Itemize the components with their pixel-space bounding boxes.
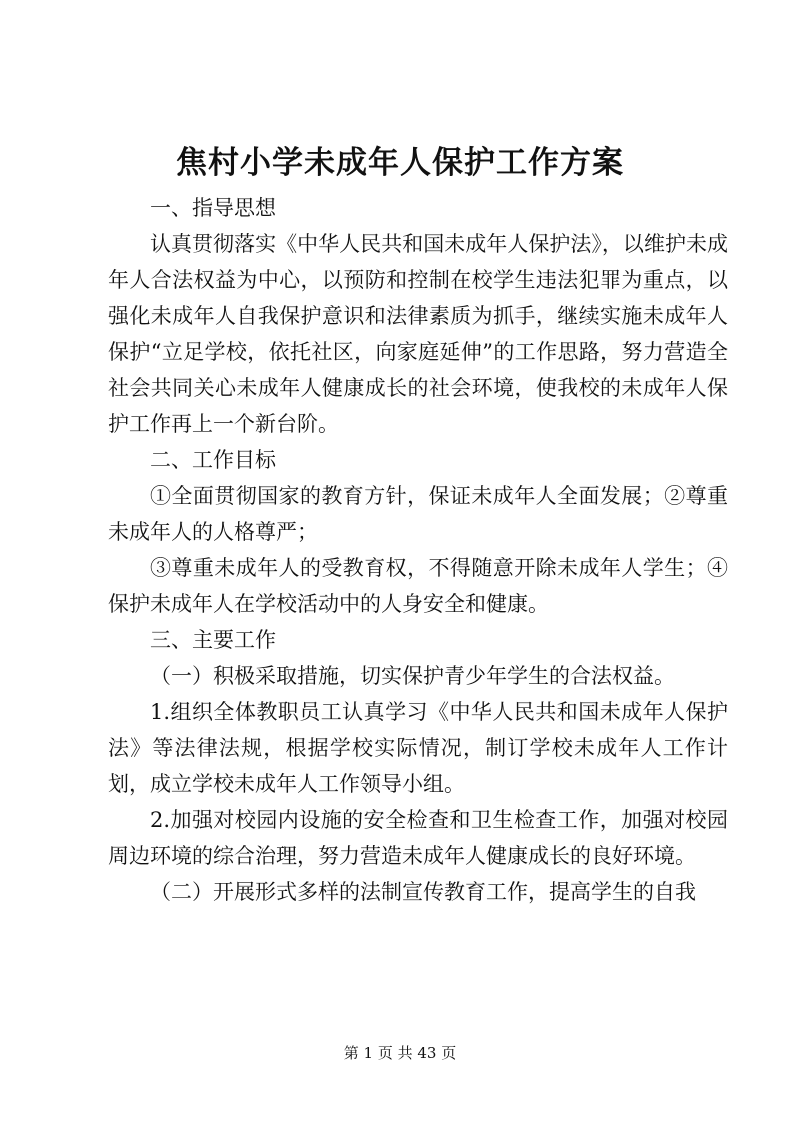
paragraph-main-work-item-2: 2.加强对校园内设施的安全检查和卫生检查工作，加强对校园周边环境的综合治理，努力营造未成年人健康成长的良好环境。 <box>108 808 728 868</box>
page-footer: 第 1 页 共 43 页 <box>343 1044 457 1062</box>
section-heading-work-goals: 二、工作目标 <box>150 448 276 472</box>
document-body <box>108 190 728 910</box>
paragraph-main-work-subheading-1: （一）积极采取措施，切实保护青少年学生的合法权益。 <box>150 664 675 688</box>
paragraph-guiding-thought: 认真贯彻落实《中华人民共和国未成年人保护法》，以维护未成年人合法权益为中心，以预防和控制在校学生违法犯罪为重点，以强化未成年人自我保护意识和法律素质为抓手，继续实施未成年人保护“立足学校，依托社区，向家庭延伸”的工作思路，努力营造全社会共同关心未成年人健康成长的社会环境，使我校的未成年人保护工作再上一个新台阶。 <box>108 232 728 436</box>
paragraph-goals-1-2: ①全面贯彻国家的教育方针，保证未成年人全面发展；②尊重未成年人的人格尊严； <box>108 484 728 544</box>
section-heading-main-work: 三、主要工作 <box>150 628 276 652</box>
document-title: 焦村小学未成年人保护工作方案 <box>176 145 624 181</box>
paragraph-main-work-item-1: 1.组织全体教职员工认真学习《中华人民共和国未成年人保护法》等法律法规，根据学校实际情况，制订学校未成年人工作计划，成立学校未成年人工作领导小组。 <box>108 700 728 796</box>
section-heading-guiding-thought: 一、指导思想 <box>150 196 276 220</box>
paragraph-main-work-subheading-2: （二）开展形式多样的法制宣传教育工作，提高学生的自我 <box>150 880 696 904</box>
paragraph-goals-3-4: ③尊重未成年人的受教育权，不得随意开除未成年人学生；④保护未成年人在学校活动中的人身安全和健康。 <box>108 556 728 616</box>
